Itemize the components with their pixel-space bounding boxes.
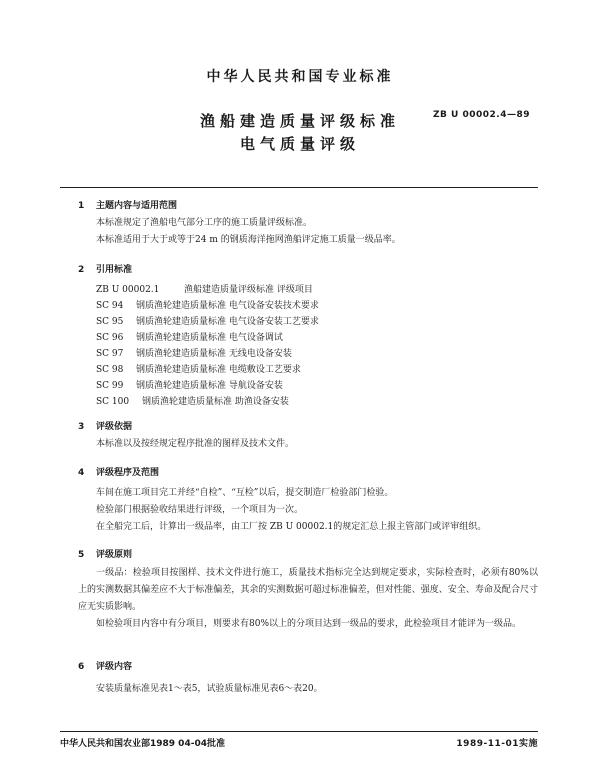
section-number: 3 [78,422,85,432]
reference-item [96,394,319,410]
reference-item [96,314,319,330]
section-1-paragraph-1: 本标准规定了渔船电气部分工序的施工质量评级标准。 [96,218,313,228]
standard-type: 中华人民共和国专业标准 [206,69,394,85]
reference-name: 钢质渔轮建造质量标准 电气设备安装技术要求 [136,301,319,311]
section-4-heading [78,465,159,478]
reference-code: SC 95 [96,317,124,327]
reference-item [96,346,319,362]
section-title: 评级原则 [96,550,133,560]
section-5-heading [78,547,132,560]
section-3-heading [78,419,132,432]
reference-code: SC 99 [96,381,124,391]
reference-item [96,362,319,378]
section-4-paragraph-3: 在全船完工后，计算出一级品率，由工厂按 ZB U 00002.1的规定汇总上报主管部门或评审组织。 [96,522,487,532]
reference-code: SC 96 [96,333,124,343]
header-divider [60,187,538,188]
section-3-paragraph-1: 本标准以及按经规定程序批准的图样及技术文件。 [96,439,295,449]
section-title: 引用标准 [96,265,133,275]
section-number: 2 [78,265,85,275]
section-2-heading [78,262,132,275]
section-1-heading [78,198,177,211]
footer-divider [60,731,538,732]
reference-name: 渔船建造质量评级标准 评级项目 [184,285,313,295]
reference-name: 钢质渔轮建造质量标准 助渔设备安装 [142,397,289,407]
document-subtitle: 电气质量评级 [239,135,360,153]
section-1-paragraph-2: 本标准适用于大于或等于24 m 的钢质海洋拖网渔船评定施工质量一级品率。 [96,235,401,245]
reference-name: 钢质渔轮建造质量标准 电缆敷设工艺要求 [136,365,301,375]
section-title: 评级程序及范围 [96,468,160,478]
reference-code: SC 100 [96,397,130,407]
reference-standards-list [96,282,319,410]
section-6-paragraph-1: 安装质量标准见表1～表5，试验质量标准见表6～表20。 [96,684,323,694]
reference-code: SC 97 [96,349,124,359]
implementation-date: 1989-11-01实施 [456,739,538,749]
reference-item [96,298,319,314]
reference-item [96,282,319,298]
section-6-heading [78,659,132,672]
approval-statement: 中华人民共和国农业部1989 04-04批准 [60,739,225,749]
section-4-paragraph-2: 检验部门根据验收结果进行评级，一个项目为一次。 [96,505,304,515]
document-title: 渔船建造质量评级标准 [199,112,400,130]
section-4-paragraph-1: 车间在施工项目完工并经“自检”、“互检”以后，提交制造厂检验部门检验。 [96,488,394,498]
reference-code: SC 98 [96,365,124,375]
reference-code: SC 94 [96,301,124,311]
section-title: 主题内容与适用范围 [96,201,178,211]
reference-code: ZB U 00002.1 [96,285,160,295]
reference-name: 钢质渔轮建造质量标准 电气设备调试 [136,333,283,343]
reference-name: 钢质渔轮建造质量标准 导航设备安装 [136,381,283,391]
section-number: 5 [78,550,85,560]
section-number: 1 [78,201,85,211]
section-5-paragraph-1: 一级品：检验项目按图样、技术文件进行施工，质量技术指标完全达到规定要求，实际检查时，必须有80%以上的实测数据其偏差应不大于标准偏差，其余的实测数据可超过标准偏差，但对性能、强度、安全、寿命及配合尺寸应无实质影响。 [78,568,538,612]
reference-name: 钢质渔轮建造质量标准 无线电设备安装 [136,349,292,359]
section-title: 评级内容 [96,662,133,672]
section-title: 评级依据 [96,422,133,432]
section-number: 6 [78,662,85,672]
reference-item [96,330,319,346]
section-5-paragraph-2: 如检验项目内容中有分项目，则要求有80%以上的分项目达到一级品的要求，此检验项目才能评为一级品。 [96,619,522,629]
reference-name: 钢质渔轮建造质量标准 电气设备安装工艺要求 [136,317,319,327]
standard-code: ZB U 00002.4—89 [433,110,530,120]
section-number: 4 [78,468,85,478]
reference-item [96,378,319,394]
